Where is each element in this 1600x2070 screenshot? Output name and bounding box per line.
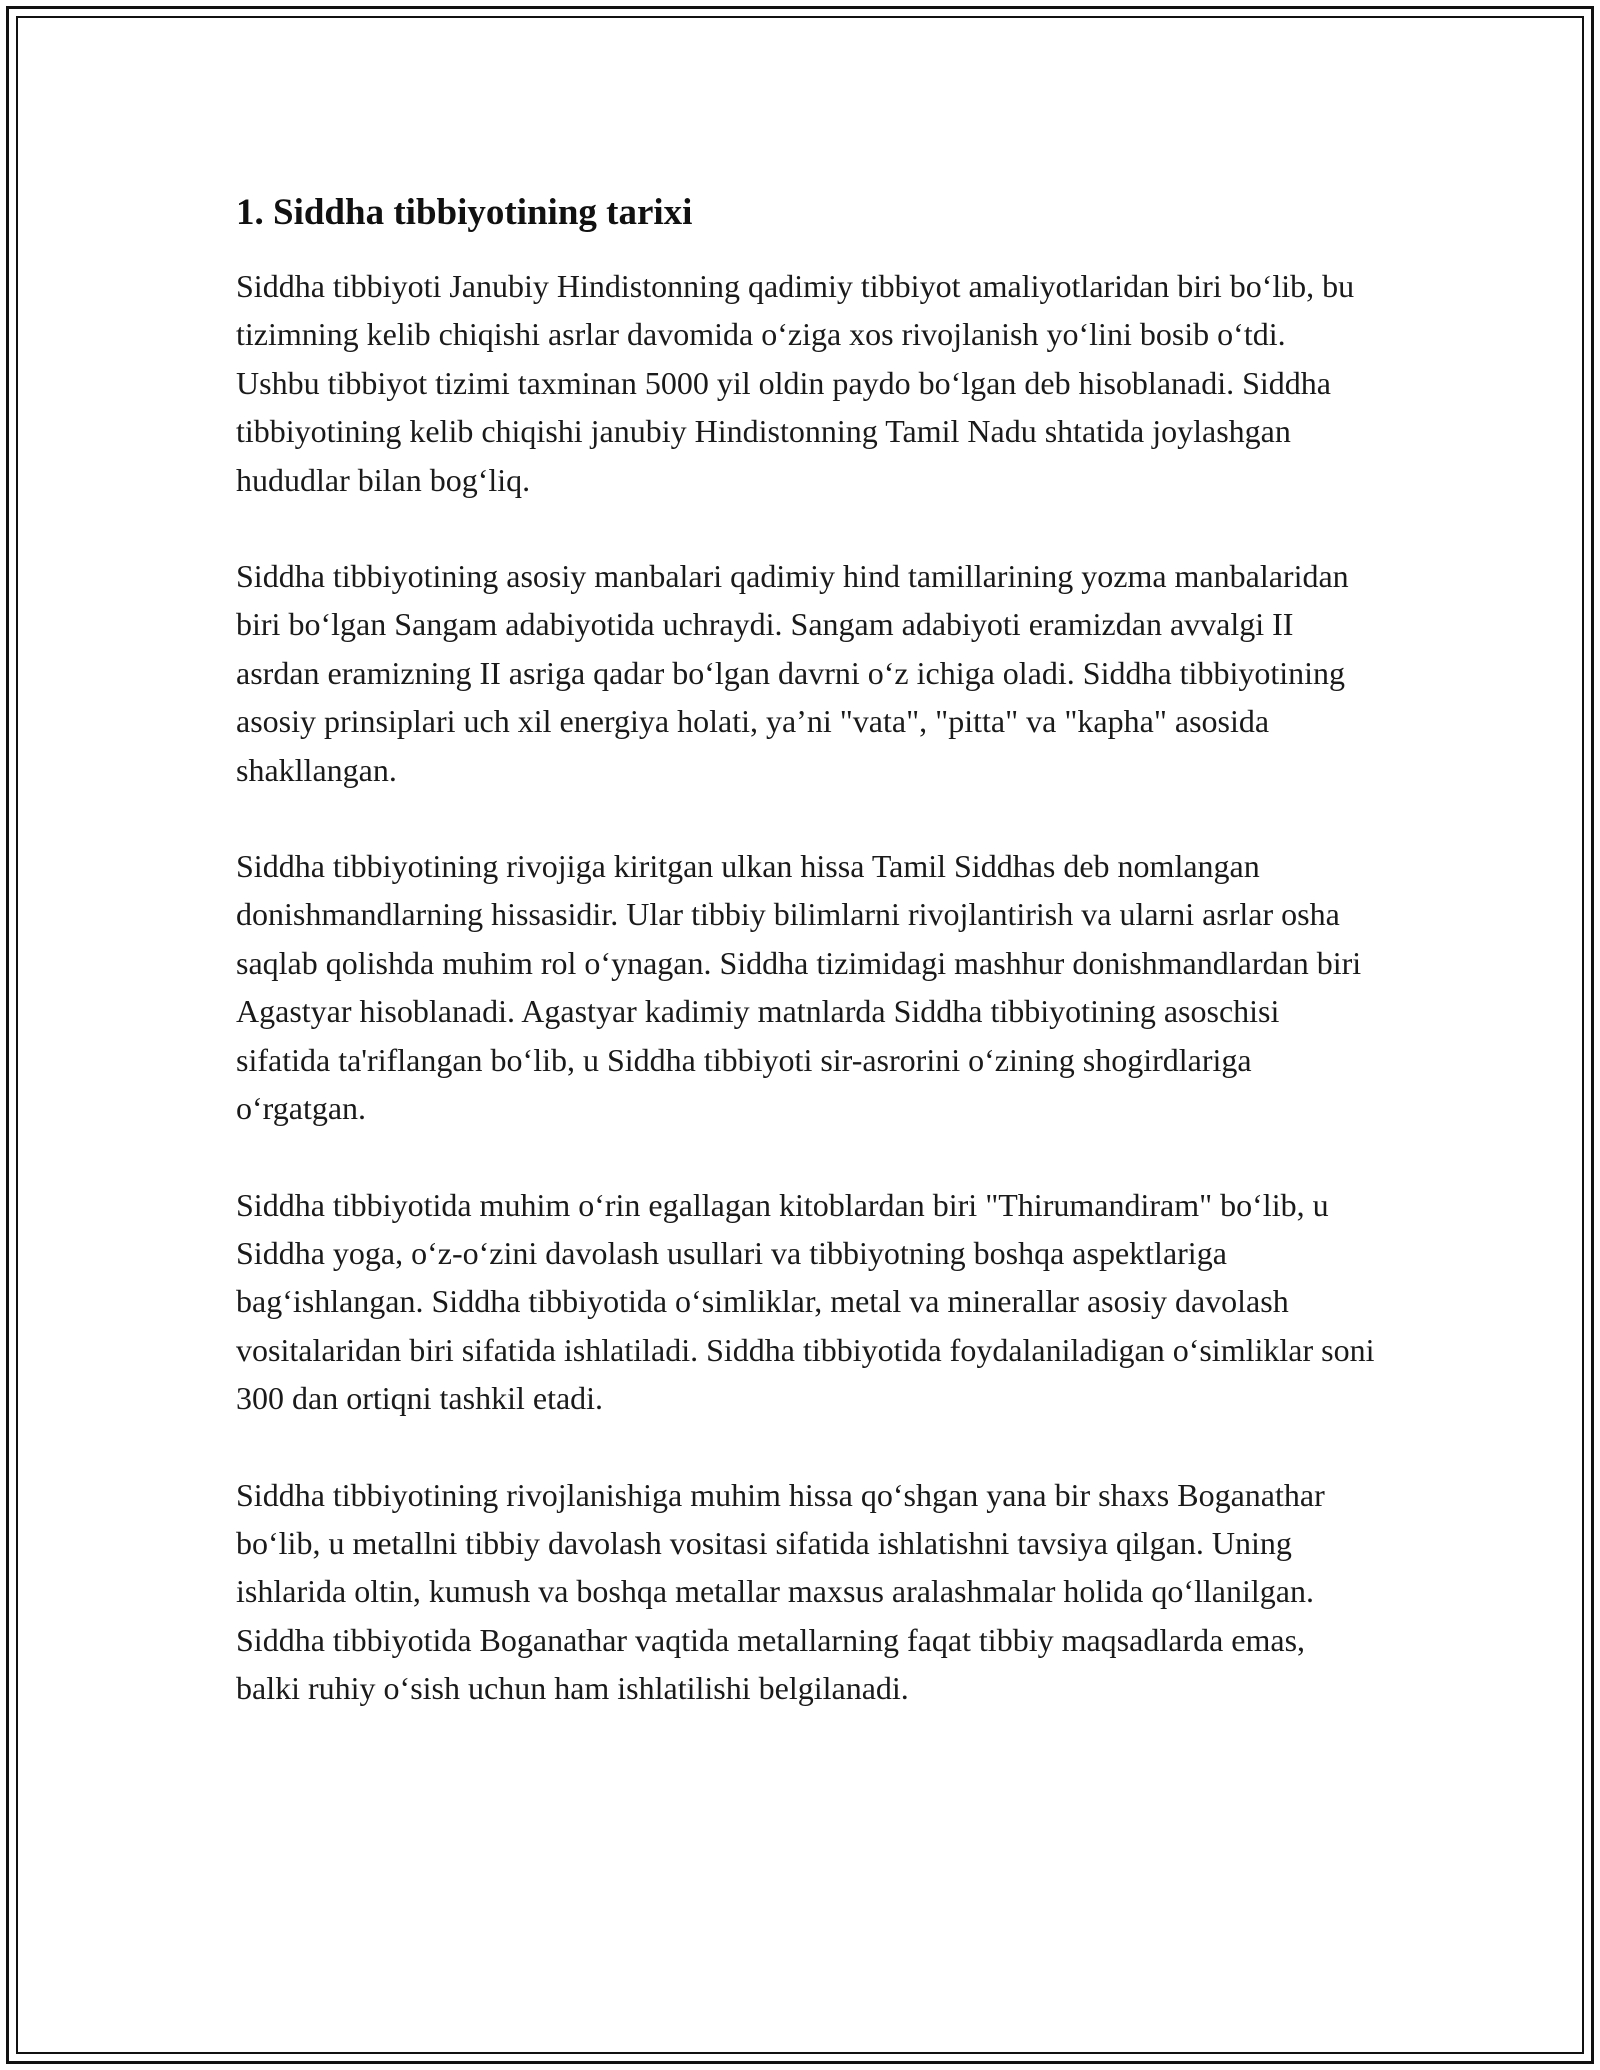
paragraph-4: Siddha tibbiyotida muhim oʻrin egallagan kitoblardan biri "Thirumandiram" boʻlib, u Siddha yoga, oʻz-oʻzini davolash usullari va tibbiyotning boshqa aspektlariga bagʻishlangan. Siddha tibbiyotida oʻsimliklar, metal va minerallar asosiy davolash vositalaridan biri sifatida ishlatiladi. Siddha tibbiyotida foydalaniladigan oʻsimliklar soni 300 dan ortiqni tashkil etadi. (236, 1186, 1375, 1417)
paragraph-1: Siddha tibbiyoti Janubiy Hindistonning qadimiy tibbiyot amaliyotlaridan biri boʻlib, bu tizimning kelib chiqishi asrlar davomida oʻziga xos rivojlanish yoʻlini bosib oʻtdi. Ushbu tibbiyot tizimi taxminan 5000 yil oldin paydo boʻlgan deb hisoblanadi. Siddha tibbiyotining kelib chiqishi janubiy Hindistonning Tamil Nadu shtatida joylashgan hududlar bilan bogʻliq. (236, 268, 1355, 498)
paragraph-2: Siddha tibbiyotining asosiy manbalari qadimiy hind tamillarining yozma manbalaridan biri boʻlgan Sangam adabiyotida uchraydi. Sangam adabiyoti eramizdan avvalgi II asrdan eramizning II asriga qadar boʻlgan davrni oʻz ichiga oladi. Siddha tibbiyotining asosiy prinsiplari uch xil energiya holati, yaʼni "vata", "pitta" va "kapha" asosida shakllangan. (236, 558, 1349, 788)
document-body (236, 186, 1376, 1761)
paragraph-5: Siddha tibbiyotining rivojlanishiga muhim hissa qoʻshgan yana bir shaxs Boganathar boʻlib, u metallni tibbiy davolash vositasi sifatida ishlatishni tavsiya qilgan. Uning ishlarida oltin, kumush va boshqa metallar maxsus aralashmalar holida qoʻllanilgan. Siddha tibbiyotida Boganathar vaqtida metallarning faqat tibbiy maqsadlarda emas, balki ruhiy oʻsish uchun ham ishlatilishi belgilanadi. (236, 1476, 1325, 1707)
section-title: 1. Siddha tibbiyotining tarixi (236, 192, 693, 233)
paragraph-3: Siddha tibbiyotining rivojiga kiritgan ulkan hissa Tamil Siddhas deb nomlangan donishmandlarning hissasidir. Ular tibbiy bilimlarni rivojlantirish va ularni asrlar osha saqlab qolishda muhim rol oʻynagan. Siddha tizimidagi mashhur donishmandlardan biri Agastyar hisoblanadi. Agastyar kadimiy matnlarda Siddha tibbiyotining asoschisi sifatida ta'riflangan boʻlib, u Siddha tibbiyoti sir-asrorini oʻzining shogirdlariga oʻrgatgan. (236, 848, 1362, 1127)
